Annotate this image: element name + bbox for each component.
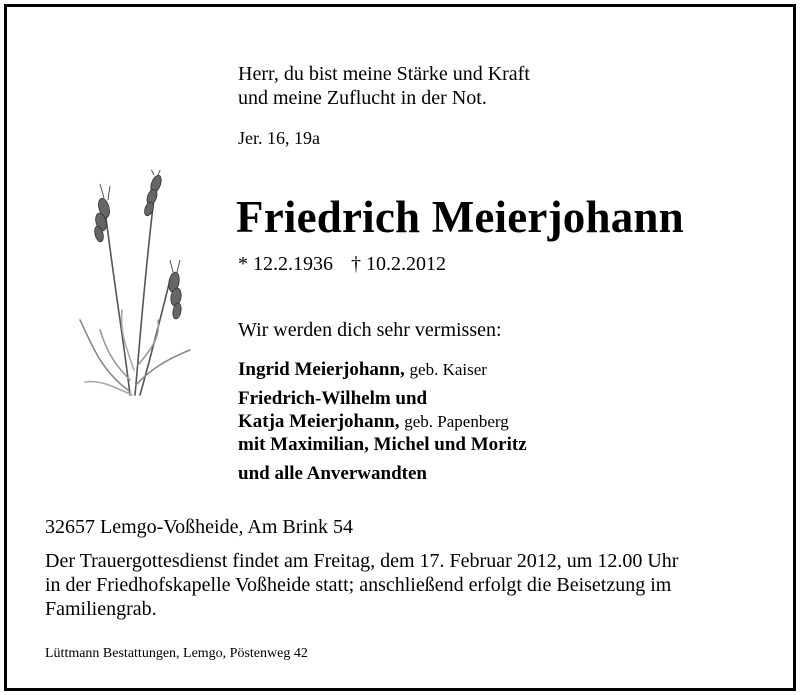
verse-line-2: und meine Zuflucht in der Not. bbox=[238, 87, 487, 109]
mourner-line: und alle Anverwandten bbox=[238, 463, 427, 484]
maiden-name: geb. Kaiser bbox=[409, 360, 487, 379]
verse-reference: Jer. 16, 19a bbox=[238, 128, 320, 148]
mourner-name: Ingrid Meierjohann, bbox=[238, 359, 405, 380]
service-line-3: Familiengrab. bbox=[45, 598, 157, 620]
death-date: † 10.2.2012 bbox=[351, 253, 446, 275]
maiden-name: geb. Papenberg bbox=[404, 412, 509, 431]
mourners-intro: Wir werden dich sehr vermissen: bbox=[238, 319, 502, 341]
verse-line-1: Herr, du bist meine Stärke und Kraft bbox=[238, 63, 530, 85]
service-line-2: in der Friedhofskapelle Voßheide statt; anschließend erfolgt die Beisetzung im bbox=[45, 574, 672, 596]
service-announcement bbox=[45, 549, 757, 621]
mourner-line bbox=[238, 358, 487, 381]
mourner-name: Katja Meierjohann, bbox=[238, 411, 400, 432]
wheat-ears-icon bbox=[70, 170, 200, 400]
deceased-name: Friedrich Meierjohann bbox=[236, 192, 684, 242]
mourner-line: Friedrich-Wilhelm und bbox=[238, 388, 428, 409]
life-dates bbox=[238, 253, 446, 276]
birth-date: * 12.2.1936 bbox=[238, 253, 333, 275]
bible-verse bbox=[238, 62, 530, 110]
mourner-line bbox=[238, 410, 509, 433]
mourner-line: mit Maximilian, Michel und Moritz bbox=[238, 434, 527, 455]
undertaker-info: Lüttmann Bestattungen, Lemgo, Pöstenweg 42 bbox=[45, 646, 308, 661]
family-address: 32657 Lemgo-Voßheide, Am Brink 54 bbox=[45, 516, 353, 538]
service-line-1: Der Trauergottesdienst findet am Freitag, dem 17. Februar 2012, um 12.00 Uhr bbox=[45, 550, 679, 572]
